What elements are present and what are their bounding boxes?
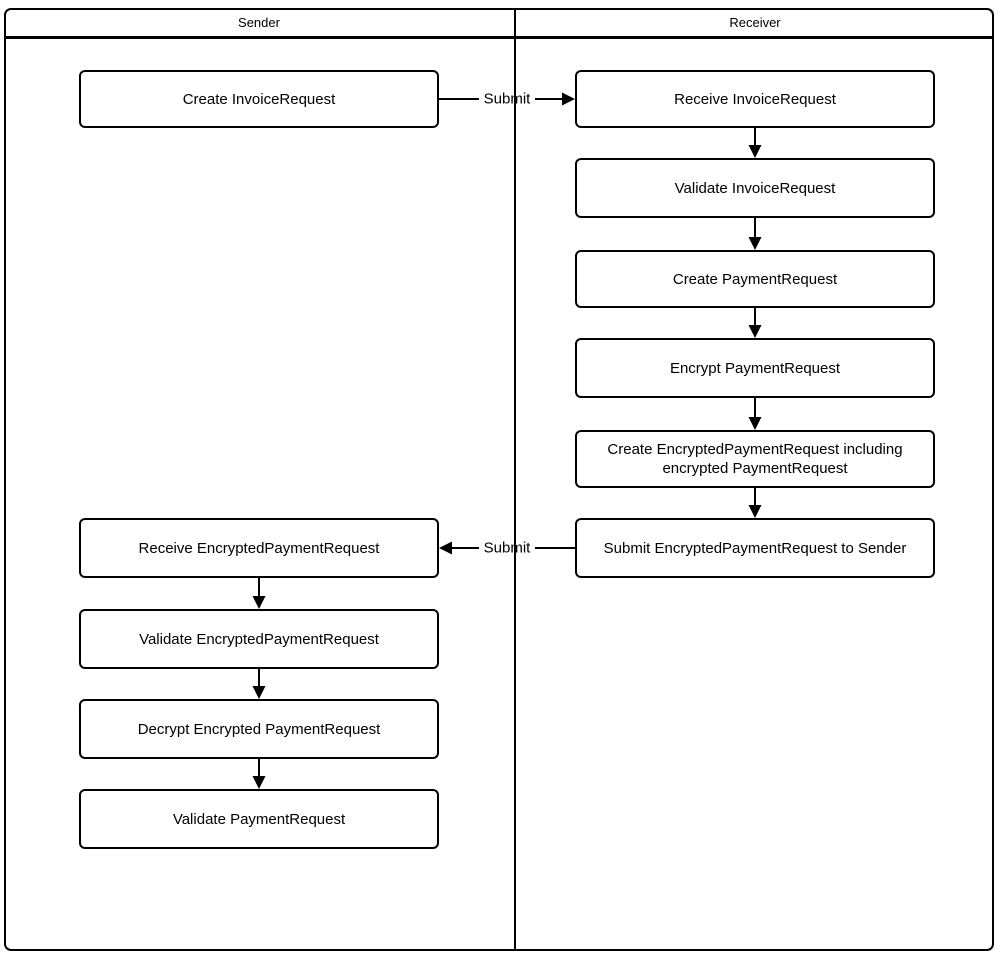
flow-node-create-encryptedpaymentrequest [575,430,935,488]
flow-node-label: Create PaymentRequest [672,270,838,288]
flow-node-label: Submit EncryptedPaymentRequest to Sender [603,539,907,557]
lane-header-receiver: Receiver [729,15,781,30]
flow-node-label: Validate EncryptedPaymentRequest [139,630,379,648]
lane-header-sender: Sender [238,15,280,30]
flow-node-label: Decrypt Encrypted PaymentRequest [137,720,381,738]
flow-node-label: Receive EncryptedPaymentRequest [138,539,380,557]
flow-node-label: Validate InvoiceRequest [674,179,836,197]
flow-node-label: Encrypt PaymentRequest [669,359,841,377]
flow-node-create-invoicerequest [79,70,439,128]
flow-node-label: Validate PaymentRequest [172,810,346,828]
flow-node-encrypt-paymentrequest [575,338,935,398]
flow-node-decrypt-encrypted-paymentrequest [79,699,439,759]
flow-node-create-paymentrequest [575,250,935,308]
flow-node-label: Create InvoiceRequest [182,90,336,108]
header-separator [4,36,994,39]
flow-node-validate-encryptedpaymentrequest [79,609,439,669]
flow-node-submit-encryptedpaymentrequest [575,518,935,578]
flow-node-validate-invoicerequest [575,158,935,218]
edge-label-create-invoicerequest--receive-invoicerequest: Submit [483,90,531,108]
flow-node-label: Receive InvoiceRequest [674,90,836,108]
flow-node-validate-paymentrequest [79,789,439,849]
flow-node-label: Create EncryptedPaymentRequest including encrypted PaymentRequest [607,441,903,477]
lane-divider [514,8,516,951]
edge-label-submit-encryptedpaymentrequest--receive-encryptedpaymentrequest: Submit [483,539,531,557]
flow-node-receive-encryptedpaymentrequest [79,518,439,578]
flow-node-receive-invoicerequest [575,70,935,128]
